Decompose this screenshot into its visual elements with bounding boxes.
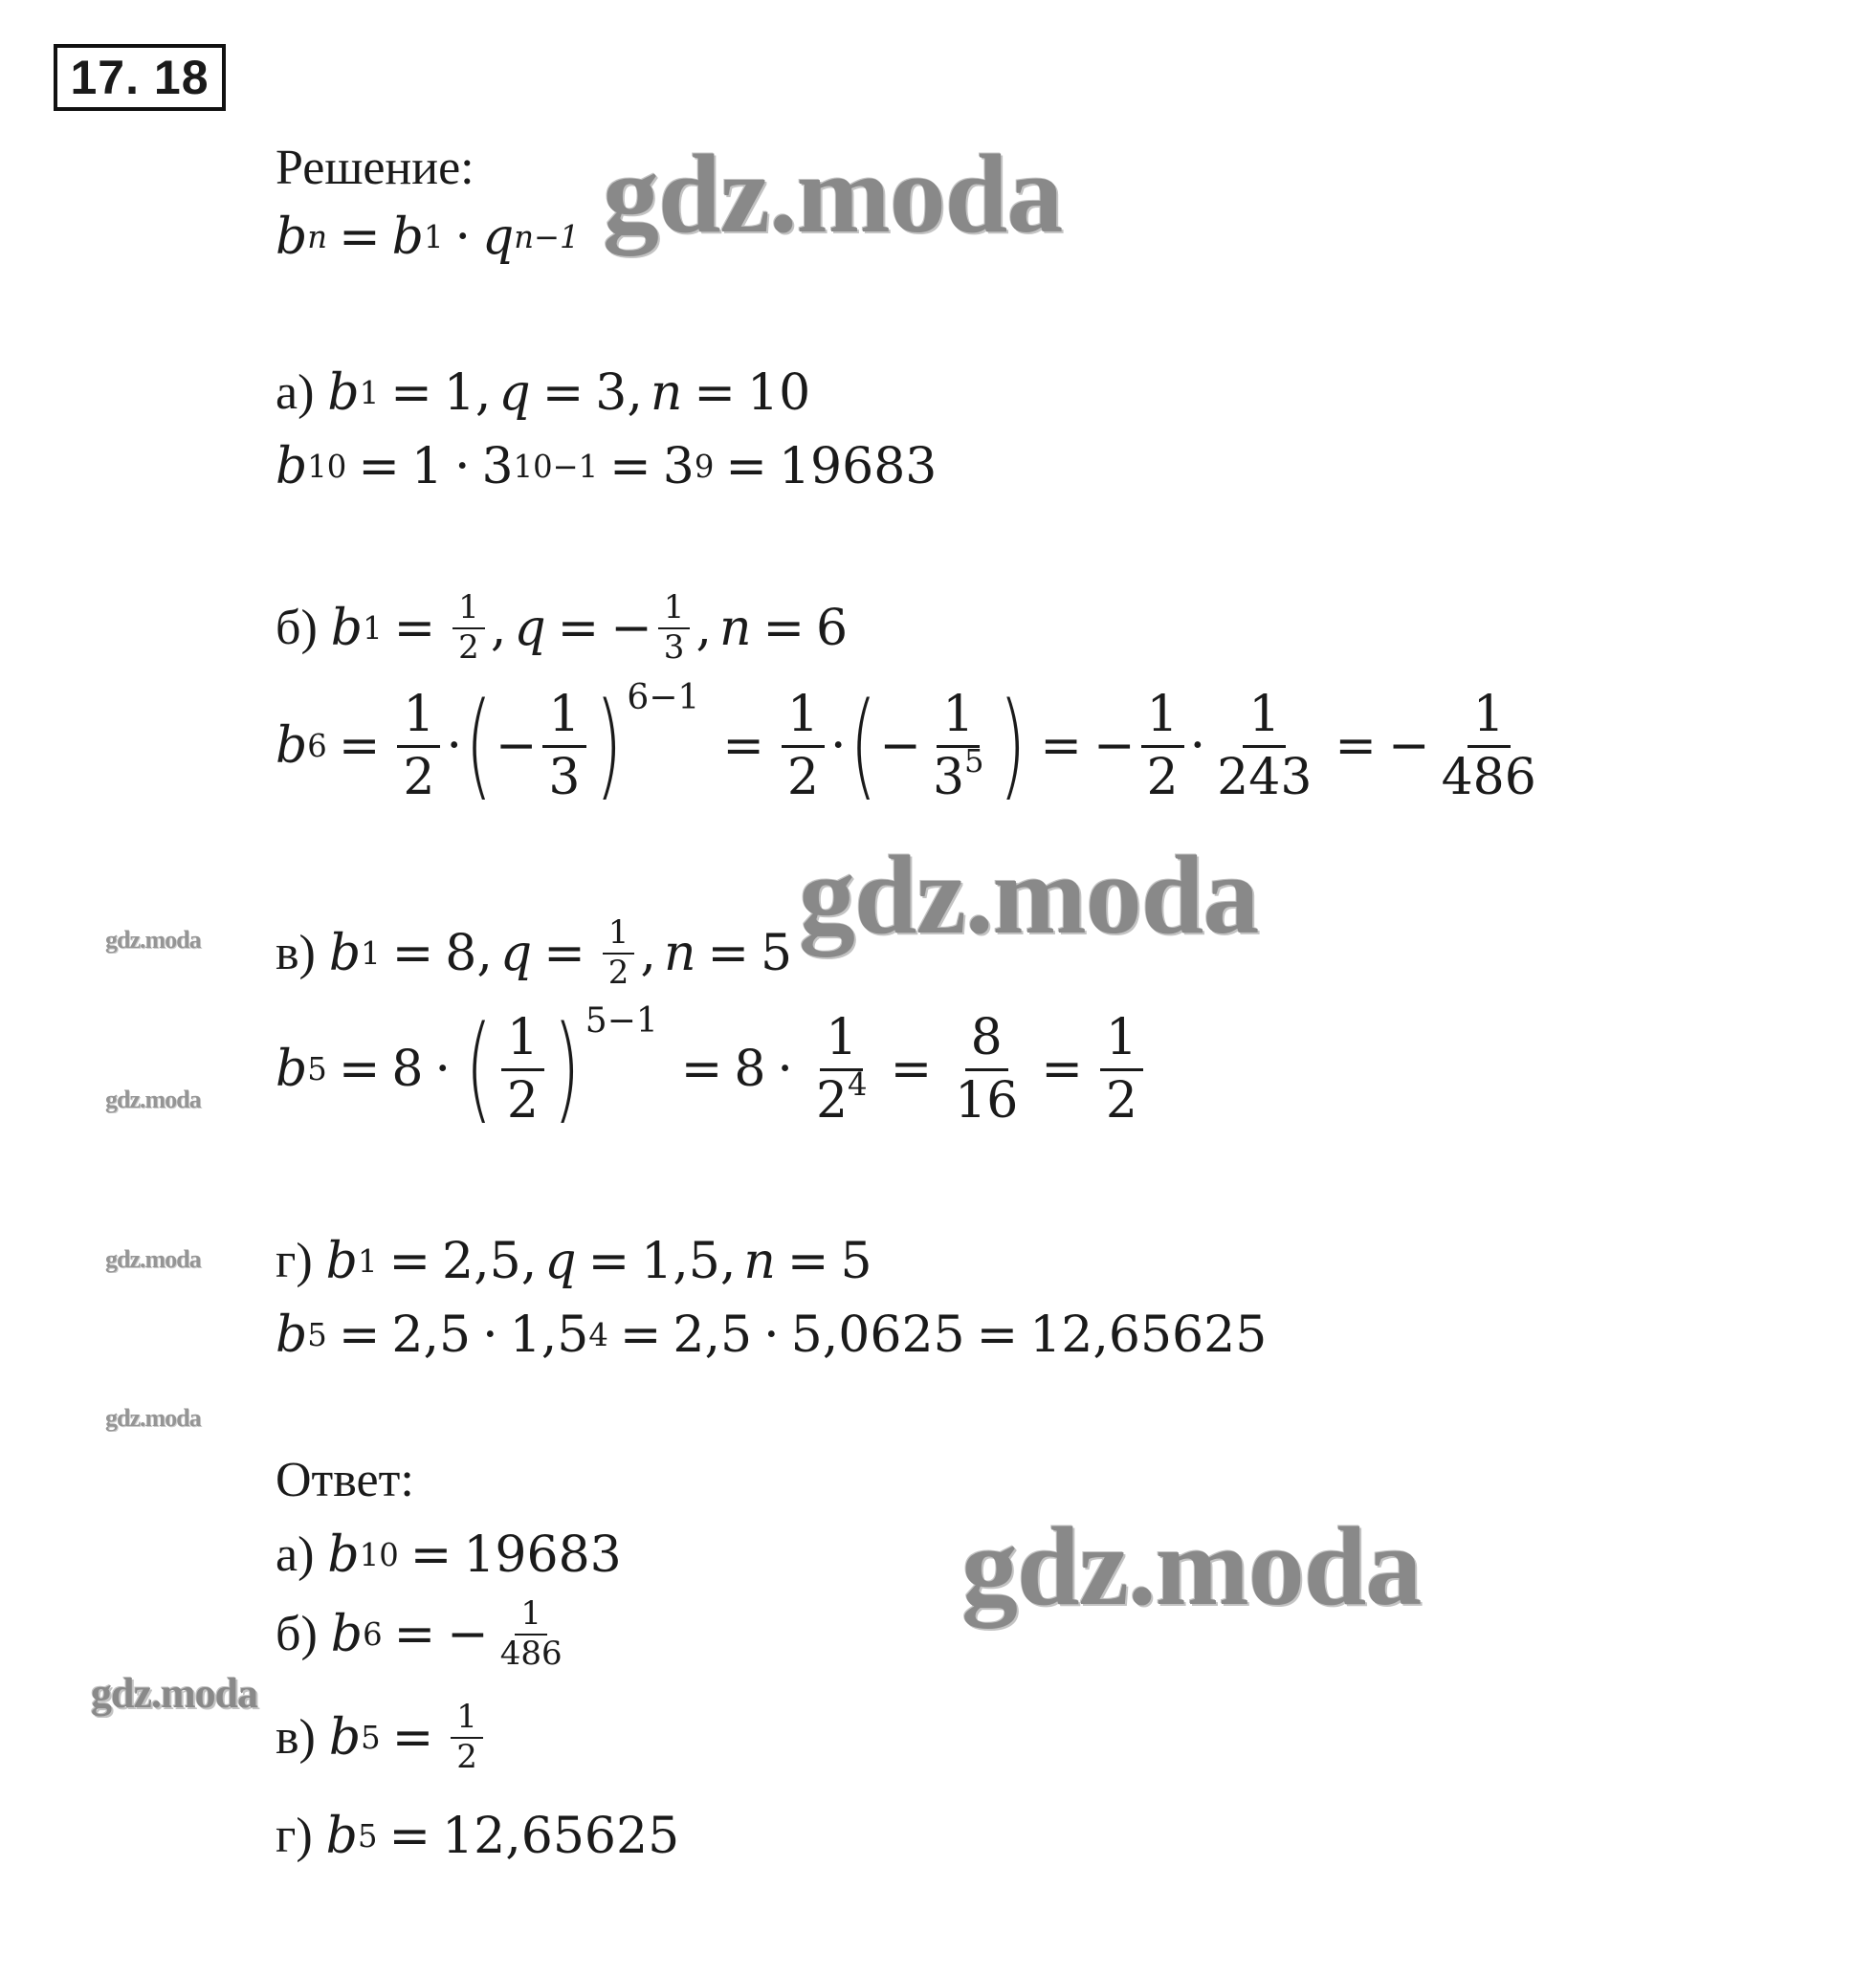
fraction: $\frac{1}{2}$: [1100, 1012, 1143, 1127]
watermark: gdz.moda: [105, 1086, 201, 1113]
answer-b: б) b 6 = − $\frac{1}{486}$: [276, 1597, 574, 1671]
part-c-given: в) b 1 = 8 , q = $\frac{1}{2}$ , n = 5: [276, 913, 793, 992]
answer-a: а) b 10 = 19683: [276, 1526, 622, 1584]
fraction: $\frac{1}{3}$: [542, 689, 585, 803]
part-a-calc: b 10 = 1 · 3 10−1 = 3 9 = 19683: [276, 438, 938, 495]
part-b-given: б) b 1 = $\frac{1}{2}$ , q = − $\frac{1}{3}$ , n = 6: [276, 588, 849, 667]
answer-d: г) b 5 = 12,65625: [276, 1808, 680, 1865]
fraction: $\frac{1}{486}$: [1441, 686, 1536, 806]
general-formula: b n = b 1 · q n−1: [276, 209, 580, 266]
part-d-calc: b 5 = 2,5 · 1,5 4 = 2,5 · 5,0625 = 12,65625: [276, 1306, 1268, 1364]
answer-heading: Ответ:: [276, 1453, 414, 1507]
solution-heading: Решение:: [276, 141, 475, 195]
watermark: gdz.moda: [799, 832, 1259, 957]
fraction: $\frac{1}{243}$: [1217, 686, 1313, 806]
fraction: $\frac{1}{486}$: [499, 1594, 563, 1673]
fraction: $\frac{1}{2}$: [452, 591, 485, 665]
fraction: $\frac{1}{2}$: [501, 1012, 544, 1127]
part-b-calc: b 6 = $\frac{1}{2}$ · ( − $\frac{1}{3}$ ) 6−1 = $\frac{1}{2}$ · ( − $\frac{1}{3^5}$ ) = − $\frac{1}{2}$ · $\frac{1}{243}$ = − $\frac{1}{486}$: [276, 689, 1548, 803]
fraction: $\frac{1}{2}$: [451, 1701, 483, 1774]
watermark: gdz.moda: [105, 1404, 201, 1432]
fraction: $\frac{1}{2}$: [603, 916, 635, 990]
fraction: $\frac{1}{2}$: [1141, 689, 1184, 803]
watermark: gdz.moda: [603, 131, 1063, 256]
answer-c: в) b 5 = $\frac{1}{2}$: [276, 1701, 489, 1774]
fraction: $\frac{1}{3}$: [658, 591, 691, 665]
fraction: $\frac{1}{2}$: [782, 689, 825, 803]
part-d-given: г) b 1 = 2,5 , q = 1,5 , n = 5: [276, 1233, 872, 1290]
fraction: $\frac{1}{3^5}$: [932, 686, 984, 806]
problem-number-box: [54, 44, 226, 111]
watermark: gdz.moda: [105, 926, 201, 954]
watermark: gdz.moda: [91, 1670, 258, 1717]
part-a-given: а) b 1 = 1 , q = 3 , n = 10: [276, 364, 811, 422]
fraction: $\frac{8}{16}$: [955, 1009, 1019, 1130]
watermark: gdz.moda: [105, 1245, 201, 1273]
problem-number: 17. 18: [70, 51, 210, 104]
part-c-calc: b 5 = 8 · ( $\frac{1}{2}$ ) 5−1 = 8 · $\frac{1}{2^4}$ = $\frac{8}{16}$ = $\frac{1}{2}$: [276, 1012, 1149, 1127]
watermark: gdz.moda: [961, 1504, 1422, 1629]
fraction: $\frac{1}{2^4}$: [815, 1009, 868, 1130]
fraction: $\frac{1}{2}$: [397, 689, 440, 803]
